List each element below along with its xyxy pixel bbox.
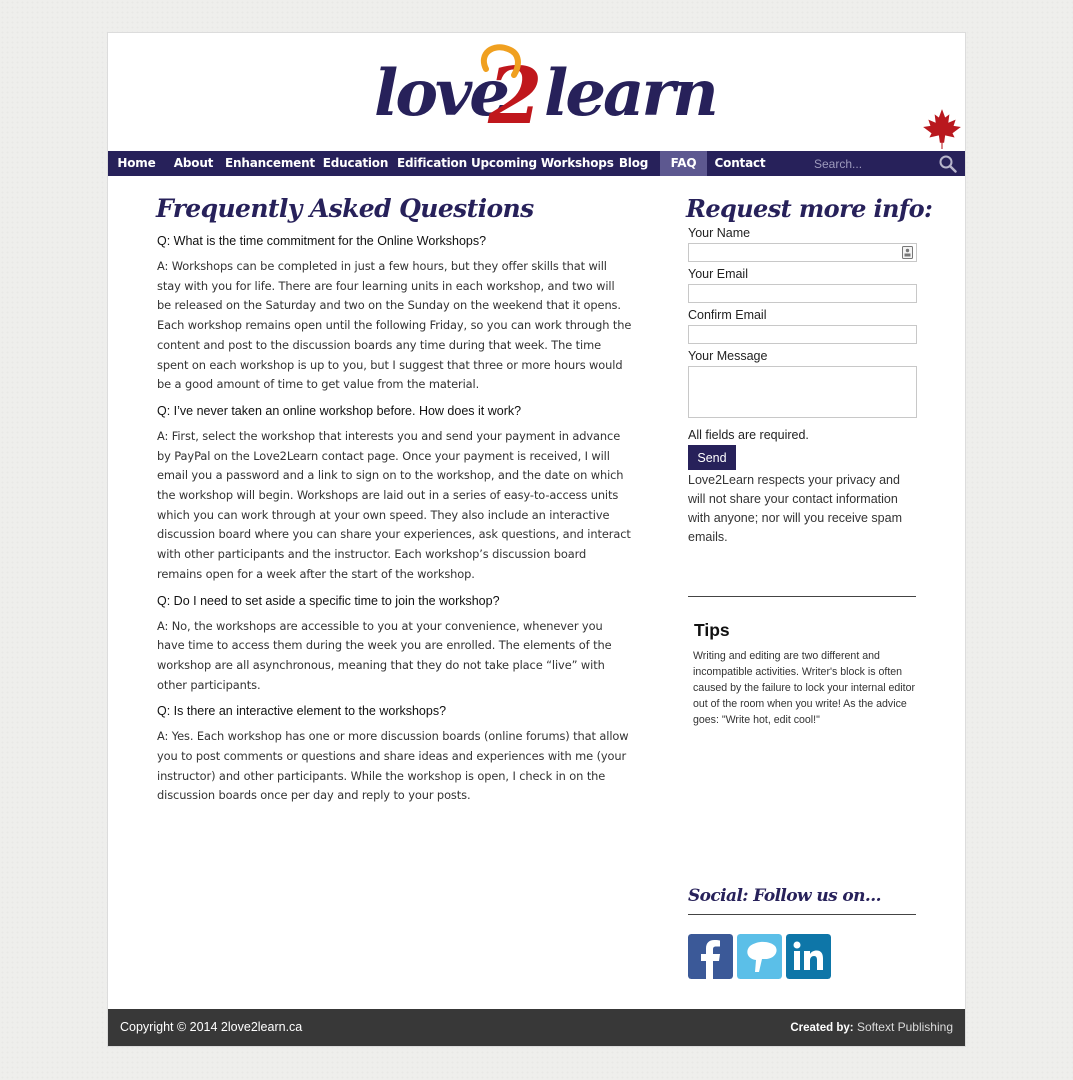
site-header bbox=[108, 33, 965, 151]
nav-item-faq[interactable]: FAQ bbox=[660, 151, 707, 176]
confirm-email-field[interactable] bbox=[688, 325, 917, 344]
required-note: All fields are required. bbox=[688, 428, 809, 442]
nav-item-edification[interactable]: Edification bbox=[397, 156, 467, 170]
maple-leaf-icon bbox=[921, 107, 963, 149]
faq-question: Q: Do I need to set aside a specific time to join the workshop? bbox=[157, 593, 500, 608]
faq-question: Q: I’ve never taken an online workshop before. How does it work? bbox=[157, 403, 522, 418]
linkedin-icon[interactable] bbox=[786, 934, 831, 979]
social-divider bbox=[688, 914, 916, 915]
sidebar-divider bbox=[688, 596, 916, 597]
tips-text: Writing and editing are two different and incompatible activities. Writer's block is often caused by the failure to lock your internal editor out of the room when you write! As the advice goes: "Write hot, edit cool!" bbox=[693, 650, 916, 726]
nav-item-about[interactable]: About bbox=[173, 156, 214, 170]
tips-title: Tips bbox=[694, 620, 730, 640]
copyright-text: Copyright © 2014 2love2learn.ca bbox=[120, 1020, 303, 1034]
main-nav bbox=[108, 151, 965, 176]
faq-question: Q: Is there an interactive element to the workshops? bbox=[157, 704, 447, 719]
email-field[interactable] bbox=[688, 284, 917, 303]
social-heading: Social: Follow us on... bbox=[688, 886, 881, 906]
nav-item-blog[interactable]: Blog bbox=[618, 156, 649, 170]
nav-item-upcoming-workshops[interactable]: Upcoming Workshops bbox=[471, 156, 614, 170]
search-input[interactable] bbox=[812, 153, 936, 175]
site-footer bbox=[108, 1009, 965, 1046]
name-field[interactable] bbox=[688, 243, 917, 262]
faq-answer: A: First, select the workshop that interests you and send your payment in advance by PayPal on the Love2Learn contact page. Once your payment is received, I will email you a password and a link to sign on to the workshop, and the date on which the workshop will begin. Workshops are laid out in a series of easy-to-access units which you can work through at your own speed. They also include an interactive discussion board where you can share your experiences, ask questions, and interact with other participants and the instructor. Each workshop’s discussion board remains open for a week after the start of the workshop. bbox=[157, 428, 631, 581]
nav-item-home[interactable]: Home bbox=[117, 156, 156, 170]
faq-question: Q: What is the time commitment for the Online Workshops? bbox=[157, 234, 487, 248]
page-container bbox=[107, 32, 966, 1047]
credit-text bbox=[790, 1020, 953, 1034]
message-label: Your Message bbox=[688, 349, 768, 363]
nav-item-education[interactable]: Education bbox=[322, 156, 389, 170]
contact-card-icon[interactable] bbox=[902, 246, 913, 259]
search-icon[interactable] bbox=[939, 155, 957, 173]
search-box bbox=[808, 151, 965, 176]
privacy-note: Love2Learn respects your privacy and will not share your contact information with anyone; nor will you receive spam emails. bbox=[688, 473, 902, 544]
request-info-form bbox=[686, 193, 933, 547]
twitter-icon[interactable] bbox=[737, 934, 782, 979]
form-title: Request more info: bbox=[686, 194, 933, 223]
nav-item-enhancement[interactable]: Enhancement bbox=[225, 156, 315, 170]
logo-word-learn: learn bbox=[544, 56, 716, 131]
nav-item-contact[interactable]: Contact bbox=[714, 156, 766, 170]
love2learn-logo[interactable] bbox=[374, 43, 719, 135]
logo-numeral: 2 bbox=[488, 51, 543, 135]
faq-answer: A: Workshops can be completed in just a few hours, but they offer skills that will stay with you for life. There are four learning units in each workshop, and two will be released on the Saturday and two on the Sunday on the weekend that it opens. Each workshop remains open until the following Friday, so you can work through the content and post to the discussion boards any time during that week. The time spent on each workshop is up to you, but I suggest that three or more hours would be a good amount of time to get value from the material. bbox=[157, 259, 632, 392]
faq-content bbox=[157, 193, 632, 806]
message-field[interactable] bbox=[688, 366, 917, 418]
confirm-email-label: Confirm Email bbox=[688, 308, 767, 322]
faq-answer: A: Yes. Each workshop has one or more discussion boards (online forums) that allow you to post comments or questions and share ideas and experiences with me (your instructor) and other participants. While the workshop is open, I check in on the discussion boards once per day and reply to your posts. bbox=[157, 729, 629, 803]
credit-prefix: Created by: bbox=[790, 1022, 854, 1034]
email-label: Your Email bbox=[688, 267, 748, 281]
facebook-icon[interactable] bbox=[688, 934, 733, 979]
name-label: Your Name bbox=[688, 226, 751, 240]
credit-link[interactable]: Softext Publishing bbox=[856, 1020, 953, 1034]
faq-answer: A: No, the workshops are accessible to you at your convenience, whenever you have time to access them during the week you are enrolled. The elements of the workshop are all asynchronous, meaning that they do not take place “live” with other participants. bbox=[157, 618, 612, 692]
logo-word-love: love bbox=[374, 56, 507, 131]
page-title: Frequently Asked Questions bbox=[156, 194, 534, 223]
send-button[interactable]: Send bbox=[688, 445, 736, 470]
